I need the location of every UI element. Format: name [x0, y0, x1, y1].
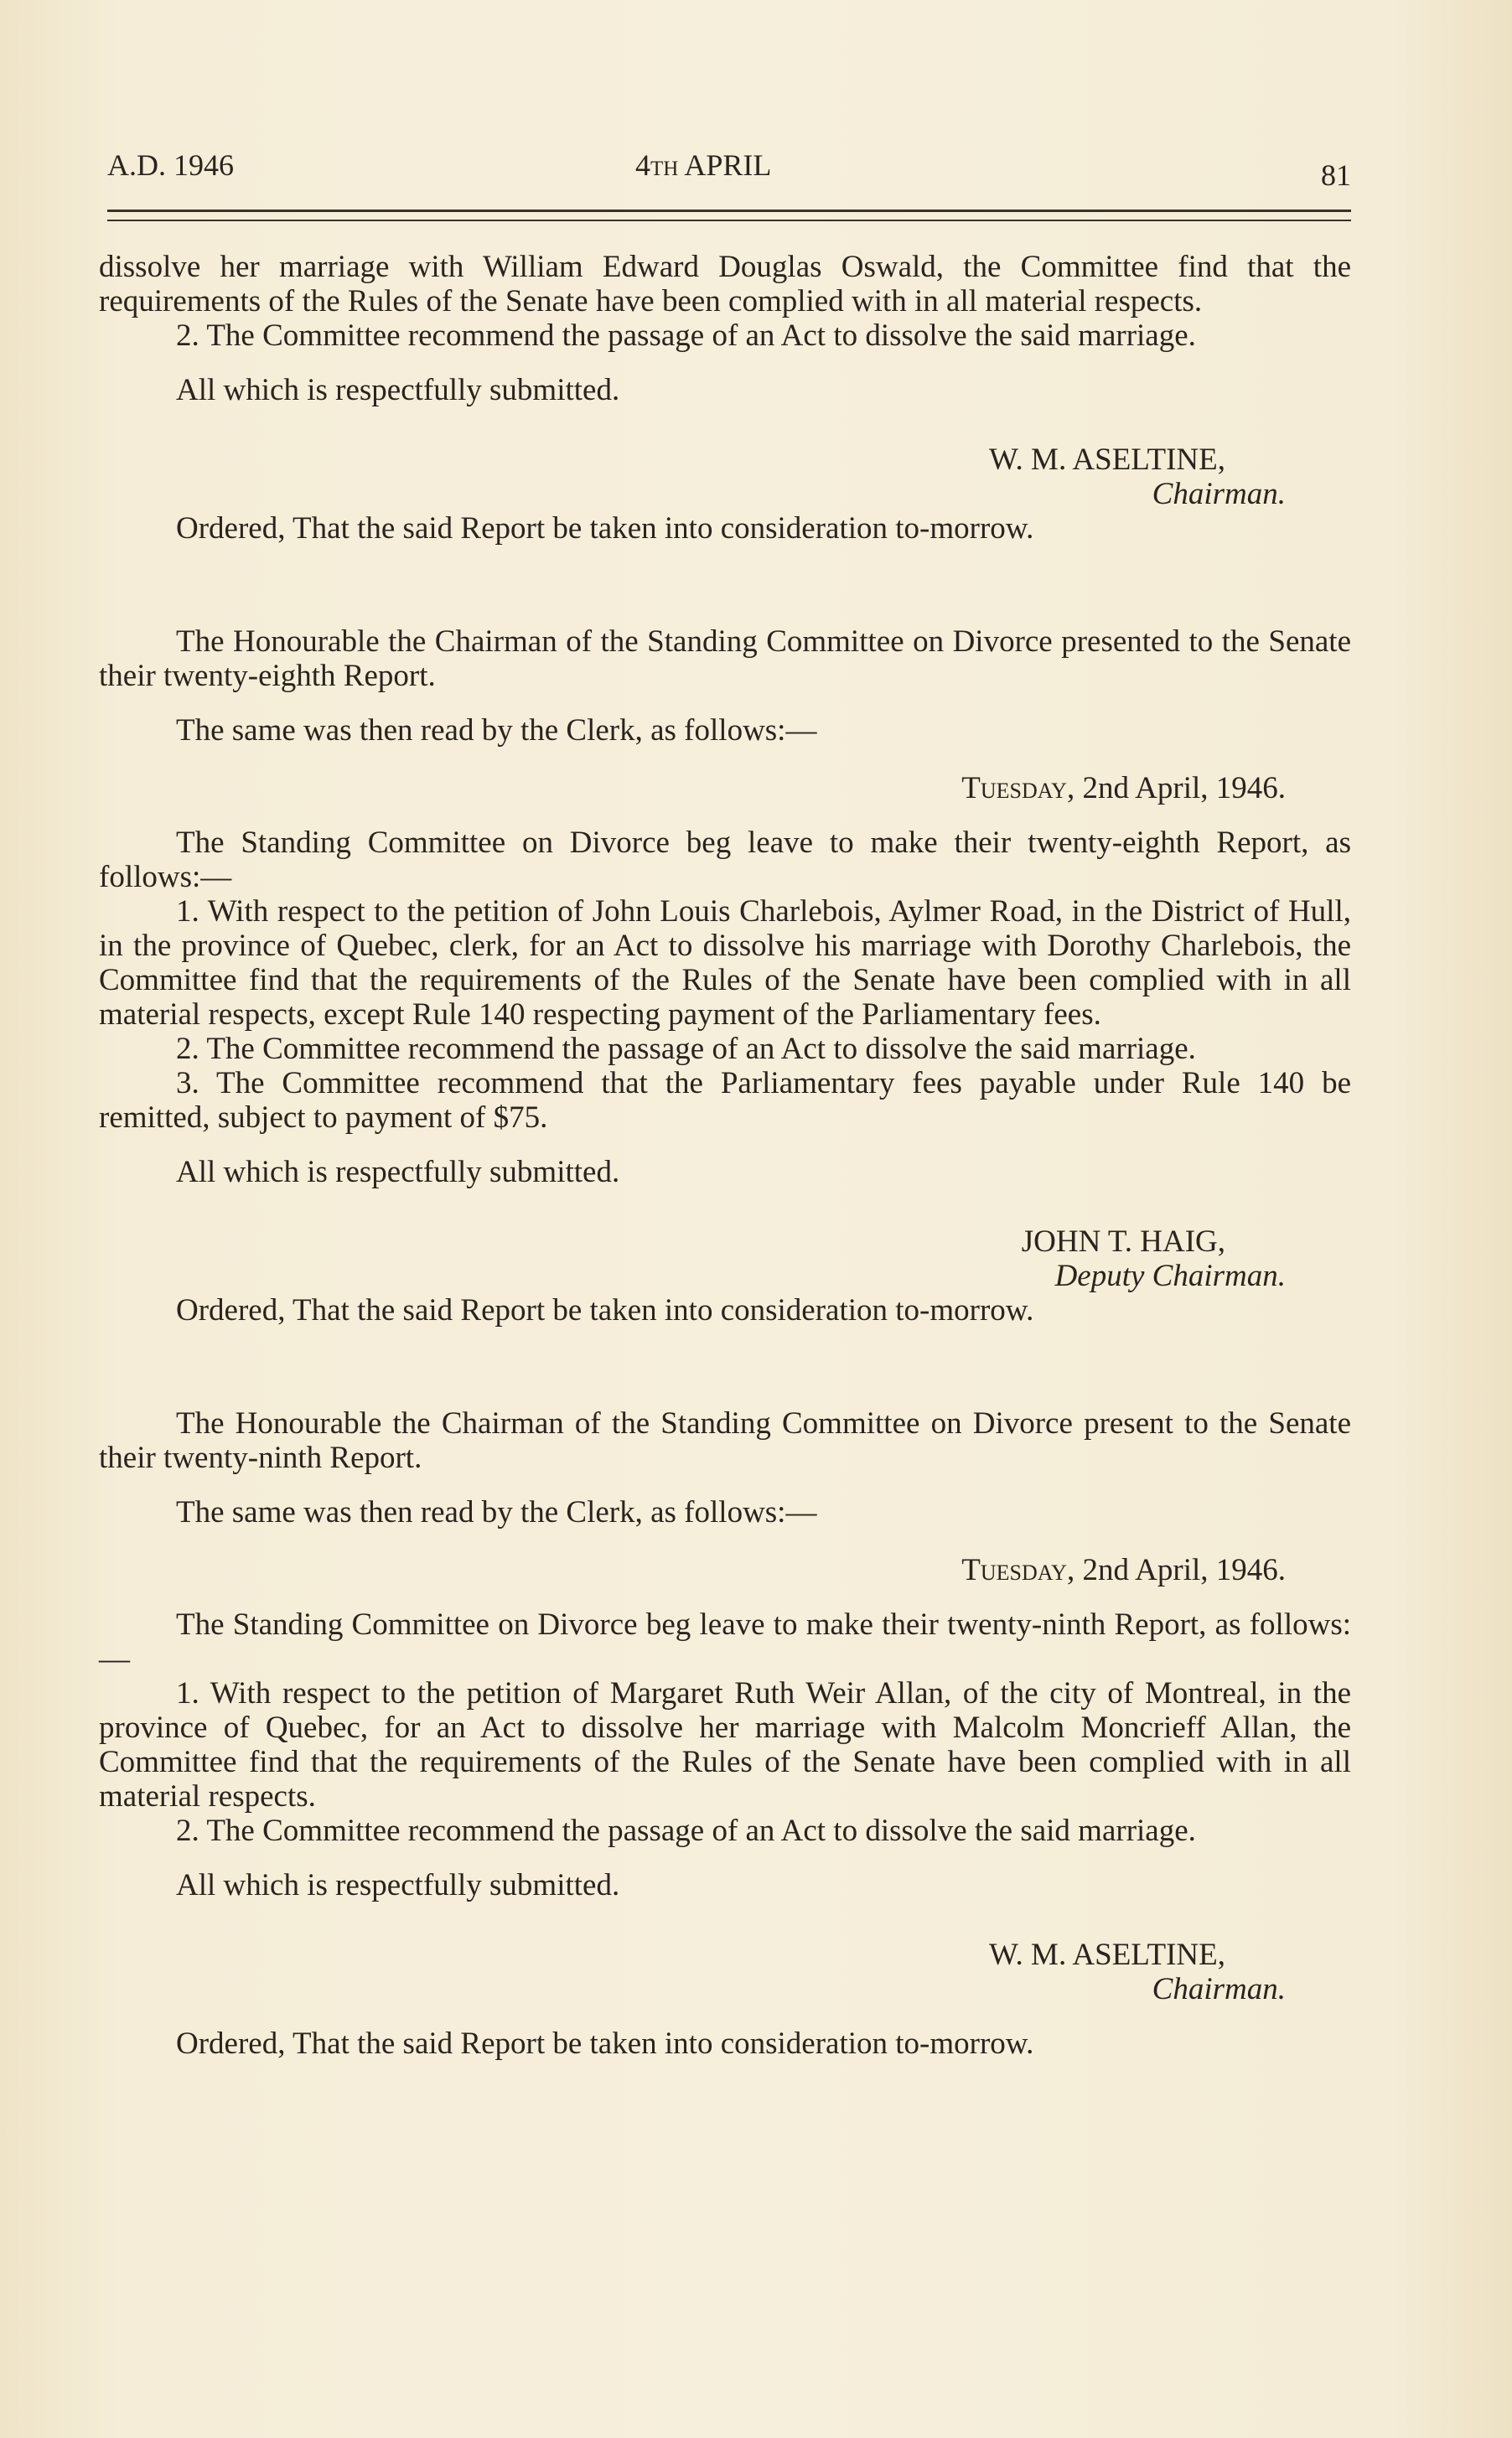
paragraph: Ordered, That the said Report be taken into consideration to-morrow.: [176, 1293, 1034, 1328]
header-date: [635, 148, 771, 183]
signature-name: W. M. ASELTINE,: [989, 1938, 1225, 1972]
paragraph: The same was then read by the Clerk, as follows:—: [176, 1495, 817, 1530]
paragraph: Ordered, That the said Report be taken into consideration to-morrow.: [176, 511, 1034, 546]
header-month: APRIL: [684, 148, 772, 182]
paragraph: Ordered, That the said Report be taken into consideration to-morrow.: [176, 2026, 1034, 2061]
signature-title: Deputy Chairman.: [1054, 1259, 1286, 1293]
report-date: [99, 1553, 1351, 1587]
paragraph: 2. The Committee recommend the passage of an Act to dissolve the said marriage.: [176, 1032, 1196, 1066]
paragraph: All which is respectfully submitted.: [176, 1868, 620, 1902]
paragraph: dissolve her marriage with William Edward Douglas Oswald, the Committee find that the requirements of the Rules of the Senate have been complied with in all material respects.: [99, 250, 1351, 318]
report-date: [99, 771, 1351, 805]
paragraph: 1. With respect to the petition of Margaret Ruth Weir Allan, of the city of Montreal, in the province of Quebec, for an Act to dissolve her marriage with Malcolm Moncrieff Allan, the Committee find that the requirements of the Rules of the Senate have been complied with in all material respects.: [99, 1676, 1351, 1814]
header-rule-bottom: [107, 220, 1351, 221]
header-day: 4th: [635, 148, 679, 182]
paragraph: 3. The Committee recommend that the Parliamentary fees payable under Rule 140 be remitted, subject to payment of $75.: [99, 1066, 1351, 1135]
running-header: [107, 148, 1351, 198]
paragraph: All which is respectfully submitted.: [176, 373, 620, 407]
report-date-day: Tuesday: [961, 1553, 1067, 1587]
header-year: A.D. 1946: [107, 148, 234, 182]
paragraph: All which is respectfully submitted.: [176, 1155, 620, 1189]
paragraph: The Honourable the Chairman of the Standing Committee on Divorce presented to the Senate their twenty-eighth Report.: [99, 624, 1351, 693]
paragraph: The Honourable the Chairman of the Standing Committee on Divorce present to the Senate their twenty-ninth Report.: [99, 1406, 1351, 1475]
paragraph: 2. The Committee recommend the passage of an Act to dissolve the said marriage.: [176, 1814, 1196, 1848]
signature-name: JOHN T. HAIG,: [1021, 1224, 1225, 1259]
signature-title: Chairman.: [1152, 477, 1286, 511]
signature-name: W. M. ASELTINE,: [989, 443, 1225, 477]
paragraph: 2. The Committee recommend the passage of an Act to dissolve the said marriage.: [176, 318, 1196, 353]
paragraph: The Standing Committee on Divorce beg leave to make their twenty-eighth Report, as follows:—: [99, 826, 1351, 894]
report-date-rest: , 2nd April, 1946.: [1066, 1553, 1286, 1587]
page-number: 81: [1321, 158, 1351, 192]
page-body: [99, 250, 1351, 2061]
paragraph: 1. With respect to the petition of John Louis Charlebois, Aylmer Road, in the District of Hull, in the province of Quebec, clerk, for an Act to dissolve his marriage with Dorothy Charlebois, the Committee find that the requirements of the Rules of the Senate have been complied with in all material respects, except Rule 140 respecting payment of the Parliamentary fees.: [99, 894, 1351, 1032]
paragraph: The Standing Committee on Divorce beg leave to make their twenty-ninth Report, as follows:—: [99, 1607, 1351, 1676]
paragraph: The same was then read by the Clerk, as follows:—: [176, 713, 817, 748]
header-rule-top: [107, 210, 1351, 212]
report-date-rest: , 2nd April, 1946.: [1066, 771, 1286, 805]
report-date-day: Tuesday: [961, 771, 1067, 805]
signature-title: Chairman.: [1152, 1972, 1286, 2006]
